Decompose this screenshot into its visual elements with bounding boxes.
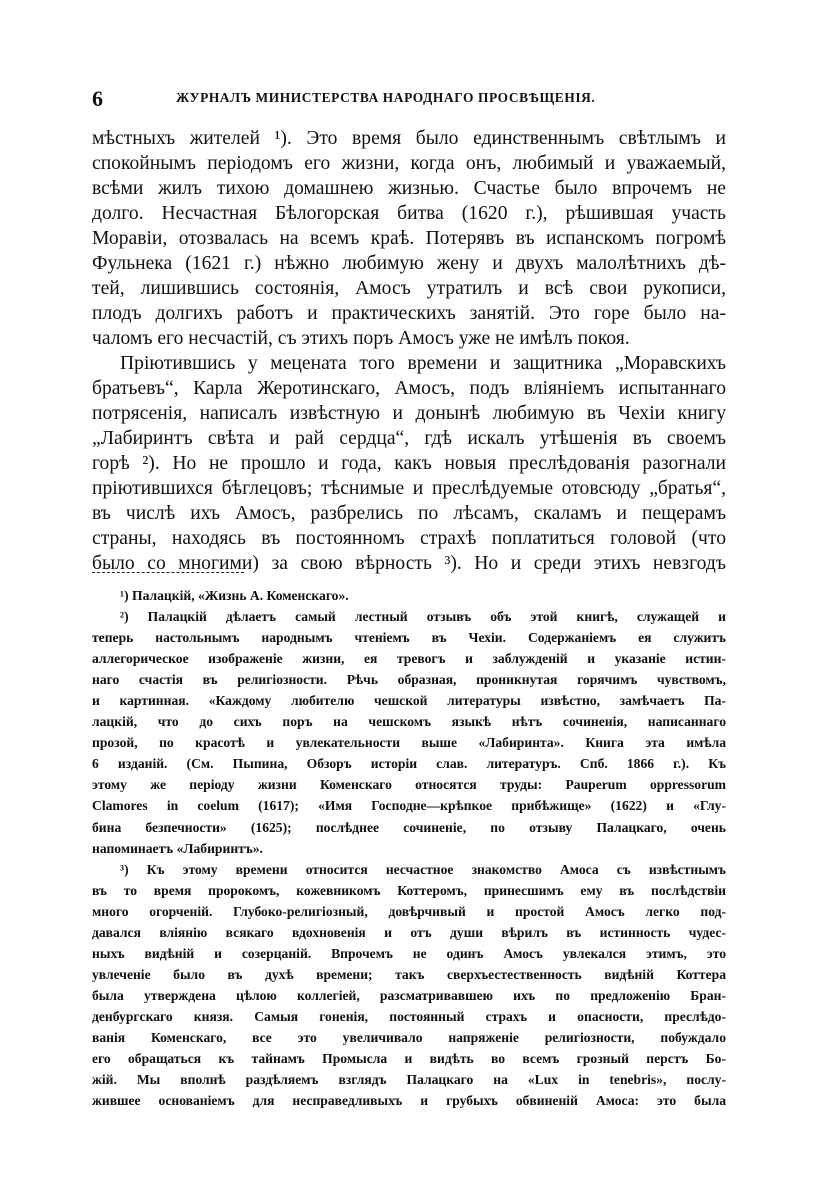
text-line: всѣми жилъ тихою домашнею жизнью. Счастье было впрочемъ не: [92, 178, 726, 199]
footnote-line: и картинная. «Каждому любителю чешской литературы извѣстно, замѣчаетъ Па-: [92, 693, 726, 709]
text-line: пріютившихся бѣглецовъ; тѣснимые и преслѣдуемые отовсюду „братья“,: [92, 478, 726, 499]
text-line: горѣ ²). Но не прошло и года, какъ новыя преслѣдованія разогнали: [92, 453, 726, 474]
text-line: братьевъ“, Карла Жеротинскаго, Амосъ, подъ вліяніемъ испытаннаго: [92, 378, 726, 399]
footnote-line: много огорченій. Глубоко-религіозный, довѣрчивый и простой Амосъ легко под-: [92, 903, 726, 919]
footnote-line: лацкій, что до сихъ поръ на чешскомъ языкѣ нѣтъ сочиненія, написаннаго: [92, 714, 726, 730]
footnote-line: прозой, по красотѣ и увлекательности выше «Лабиринта». Книга эта имѣла: [92, 735, 726, 751]
text-line: мѣстныхъ жителей ¹). Это время было единственнымъ свѣтлымъ и: [92, 128, 726, 149]
footnote-line: жившее основаніемъ для несправедливыхъ и грубыхъ обвиненій Амоса: это была: [92, 1093, 726, 1109]
text-line: Пріютившись у мецената того времени и защитника „Моравскихъ: [120, 353, 726, 374]
footnote-line: увлеченіе было въ духѣ времени; такъ сверхъестественность видѣній Коттера: [92, 966, 726, 982]
footnote-line: напоминаетъ «Лабиринтъ».: [92, 840, 263, 856]
text-line: въ числѣ ихъ Амосъ, разбрелись по лѣсамъ, скаламъ и пещерамъ: [92, 503, 726, 524]
footnote-line: жій. Мы вполнѣ раздѣляемъ взглядъ Палацкаго на «Lux in tenebris», послу-: [92, 1072, 726, 1088]
footnote-line: денбургскаго князя. Самыя гоненія, постоянный страхъ и опасности, преслѣдо-: [92, 1008, 726, 1024]
footnote-line: въ то время пророкомъ, кожевникомъ Коттеромъ, принесшимъ ему въ послѣдствіи: [92, 882, 726, 898]
text-line: тей, лишившись состоянія, Амосъ утратилъ и всѣ свои рукописи,: [92, 278, 726, 299]
text-line: долго. Несчастная Бѣлогорская битва (1620 г.), рѣшившая участь: [92, 203, 726, 224]
footnote-line: наго счастія въ религіозности. Рѣчь образная, проникнутая горячимъ чувствомъ,: [92, 672, 726, 688]
text-line: плодъ долгихъ работъ и практическихъ занятій. Это горе было на-: [92, 303, 726, 324]
footnote-line: теперь настольнымъ народнымъ чтеніемъ въ Чехіи. Содержаніемъ ея служитъ: [92, 630, 726, 646]
text-line: потрясенія, написалъ извѣстную и донынѣ любимую въ Чехіи книгу: [92, 403, 726, 424]
footnote-line: давался вліянію всякаго вдохновенія и отъ души вѣрилъ въ истинность чудес-: [92, 924, 726, 940]
main-text: [92, 126, 726, 576]
footnote-divider: [92, 572, 244, 573]
text-line: спокойнымъ періодомъ его жизни, когда онъ, любимый и уважаемый,: [92, 153, 726, 174]
text-line: было со многими) за свою вѣрность ³). Но и среди этихъ невзгодъ: [92, 553, 726, 574]
footnote-line: аллегорическое изображеніе жизни, ея тревогъ и заблужденій и указаніе истин-: [92, 651, 726, 667]
text-line: „Лабиринтъ свѣта и рай сердца“, гдѣ искалъ утѣшенія въ своемъ: [92, 428, 726, 449]
text-line: чаломъ его несчастій, съ этихъ поръ Амосъ уже не имѣлъ покоя.: [92, 328, 630, 349]
footnotes: [92, 585, 726, 1111]
text-line: Фульнека (1621 г.) нѣжно любимую жену и двухъ малолѣтнихъ дѣ-: [92, 253, 726, 274]
footnote-line: 6 изданій. (См. Пыпина, Обзоръ исторіи слав. литературъ. Спб. 1866 г.). Къ: [92, 756, 726, 772]
text-line: Моравіи, отозвалась на всемъ краѣ. Потерявъ въ испанскомъ погромѣ: [92, 228, 726, 249]
footnote-line: Clamores in coelum (1617); «Имя Господне—крѣпкое прибѣжище» (1622) и «Глу-: [92, 798, 726, 814]
running-header: [92, 86, 726, 112]
footnote-line: была утверждена цѣлою коллегіей, разсматривавшею ихъ по предложенію Бран-: [92, 987, 726, 1003]
footnote-line: ¹) Палацкій, «Жизнь А. Коменскаго».: [120, 588, 349, 603]
footnote-line: этому же періоду жизни Коменскаго относятся труды: Pauperum oppressorum: [92, 777, 726, 793]
footnote-line: его обращаться къ тайнамъ Промысла и видѣть во всемъ грозный перстъ Бо-: [92, 1051, 726, 1067]
footnote-line: ванія Коменскаго, все это увеличивало напряженіе религіозности, побуждало: [92, 1029, 726, 1045]
footnote-line: бина безпечности» (1625); послѣднее сочиненіе, по отзыву Палацкаго, очень: [92, 819, 726, 835]
footnote-line: ³) Къ этому времени относится несчастное знакомство Амоса съ извѣстнымъ: [120, 861, 726, 877]
page-number: 6: [92, 86, 103, 111]
running-title: ЖУРНАЛЪ МИНИСТЕРСТВА НАРОДНАГО ПРОСВѢЩЕНІЯ.: [176, 90, 596, 105]
footnote-line: ²) Палацкій дѣлаетъ самый лестный отзывъ объ этой книгѣ, служащей и: [120, 609, 726, 625]
footnote-line: ныхъ видѣній и созерцаній. Впрочемъ не одинъ Амосъ увлекался этимъ, это: [92, 945, 726, 961]
text-line: страны, находясь въ постоянномъ страхѣ поплатиться головой (что: [92, 528, 726, 549]
